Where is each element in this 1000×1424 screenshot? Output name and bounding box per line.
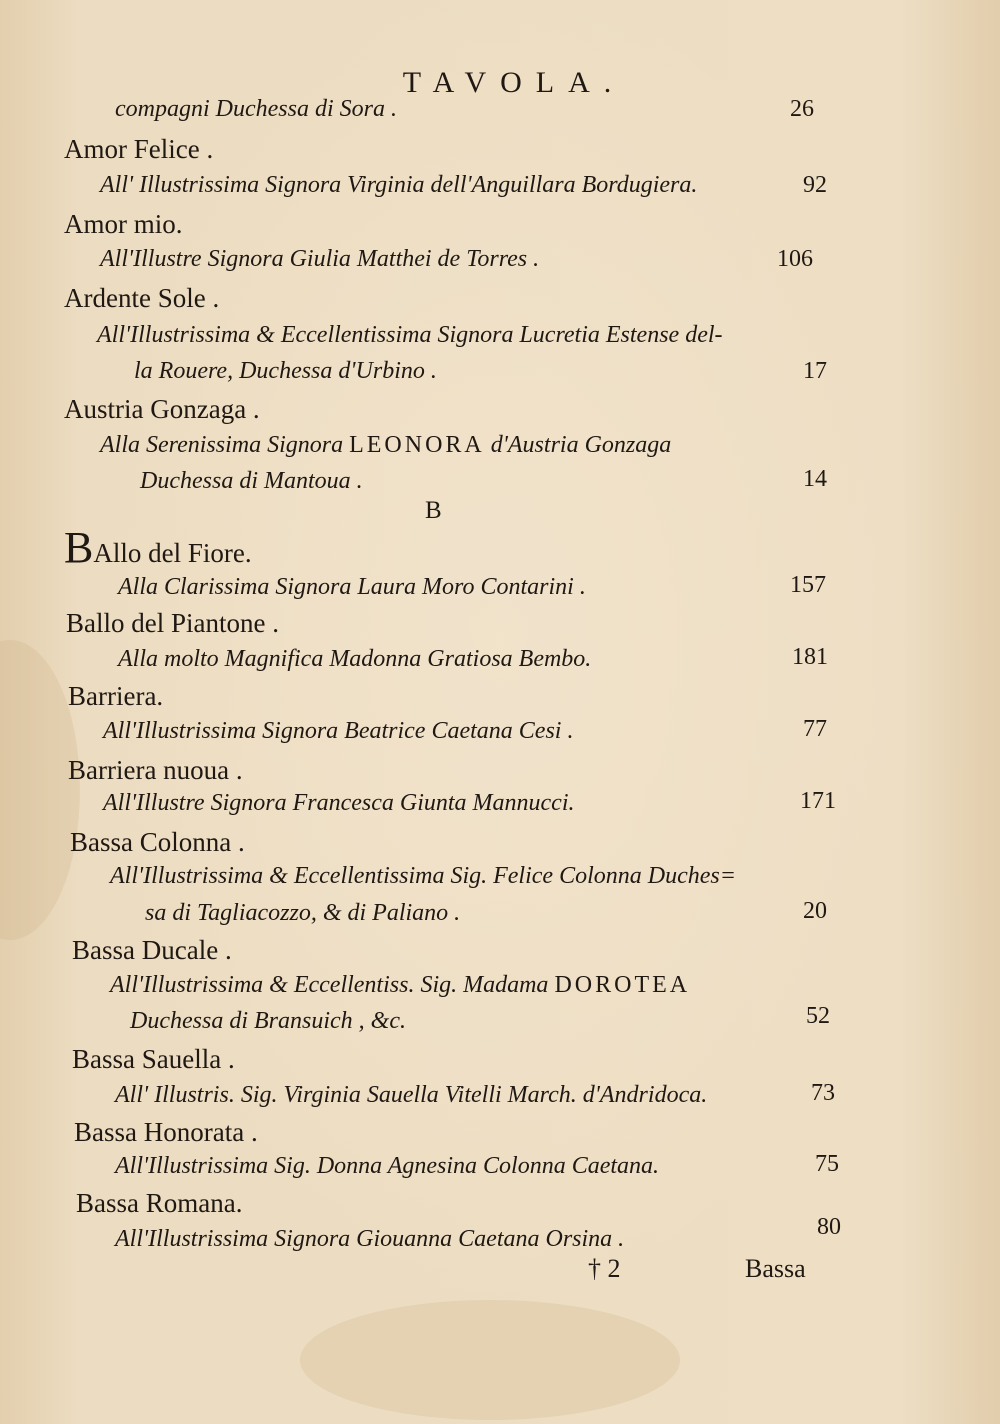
entry-title: Amor mio. bbox=[64, 209, 183, 239]
page-header: TAVOLA. bbox=[402, 66, 626, 99]
entry-title: BAllo del Fiore. bbox=[64, 523, 252, 572]
caps-name: DOROTEA bbox=[554, 972, 691, 998]
page-number: 77 bbox=[803, 716, 827, 742]
dedication-line: All'Illustrissima & Eccellentiss. Sig. Madama DOROTEA bbox=[110, 972, 691, 998]
page-number: 73 bbox=[811, 1080, 835, 1106]
caps-name: LEONORA bbox=[349, 432, 485, 458]
entry-title: Barriera nuoua . bbox=[68, 755, 243, 785]
signature-mark: † 2 bbox=[588, 1254, 621, 1283]
dedication-line: Alla molto Magnifica Madonna Gratiosa Bembo. bbox=[118, 646, 592, 672]
dedication-line: Alla Serenissima Signora LEONORA d'Austria Gonzaga bbox=[100, 432, 672, 458]
catchword: Bassa bbox=[745, 1254, 806, 1283]
page-number: 17 bbox=[803, 358, 827, 384]
entry-title: Bassa Romana. bbox=[76, 1188, 243, 1218]
dedication-line: All'Illustre Signora Giulia Matthei de Torres . bbox=[100, 246, 540, 272]
dedication-line: Duchessa di Bransuich , &c. bbox=[130, 1008, 406, 1034]
page-number: 20 bbox=[803, 898, 827, 924]
entry-title: Bassa Colonna . bbox=[70, 827, 245, 857]
entry-title: Amor Felice . bbox=[64, 134, 214, 164]
dedication-line: All' Illustrissima Signora Virginia dell'Anguillara Bordugiera. bbox=[100, 172, 698, 198]
page-number: 92 bbox=[803, 172, 827, 198]
entry-title: Bassa Honorata . bbox=[74, 1117, 258, 1147]
page-number: 80 bbox=[817, 1214, 841, 1240]
drop-initial: B bbox=[64, 523, 94, 572]
dedication-line: All'Illustrissima Signora Beatrice Caetana Cesi . bbox=[103, 718, 574, 744]
page-number: 14 bbox=[803, 466, 827, 492]
page-number: 52 bbox=[806, 1003, 830, 1029]
dedication-line: sa di Tagliacozzo, & di Paliano . bbox=[145, 900, 461, 926]
section-letter: B bbox=[425, 497, 442, 524]
entry-title: Ballo del Piantone . bbox=[66, 608, 279, 638]
page-number: 181 bbox=[792, 644, 828, 670]
dedication-line: Duchessa di Mantoua . bbox=[140, 468, 363, 494]
page-number: 26 bbox=[790, 96, 814, 122]
dedication-line: compagni Duchessa di Sora . bbox=[115, 96, 397, 122]
page-number: 171 bbox=[800, 788, 836, 814]
entry-title: Barriera. bbox=[68, 681, 164, 711]
dedication-line: Alla Clarissima Signora Laura Moro Contarini . bbox=[118, 574, 586, 600]
dedication-line: All'Illustrissima Sig. Donna Agnesina Colonna Caetana. bbox=[115, 1153, 660, 1179]
dedication-line: All'Illustre Signora Francesca Giunta Mannucci. bbox=[103, 790, 575, 816]
entry-title: Bassa Sauella . bbox=[72, 1044, 235, 1074]
dedication-line: la Rouere, Duchessa d'Urbino . bbox=[134, 358, 437, 384]
paper-stain bbox=[300, 1300, 680, 1420]
entry-title: Ardente Sole . bbox=[64, 283, 220, 313]
dedication-line: All'Illustrissima & Eccellentissima Signora Lucretia Estense del- bbox=[97, 322, 723, 348]
dedication-line: All' Illustris. Sig. Virginia Sauella Vitelli March. d'Andridoca. bbox=[115, 1082, 708, 1108]
dedication-line: All'Illustrissima & Eccellentissima Sig. Felice Colonna Duches= bbox=[110, 863, 736, 889]
dedication-line: All'Illustrissima Signora Giouanna Caetana Orsina . bbox=[115, 1226, 625, 1252]
page-number: 106 bbox=[777, 246, 813, 272]
entry-title: Austria Gonzaga . bbox=[64, 394, 260, 424]
entry-title: Bassa Ducale . bbox=[72, 935, 232, 965]
page-number: 157 bbox=[790, 572, 826, 598]
page-number: 75 bbox=[815, 1151, 839, 1177]
